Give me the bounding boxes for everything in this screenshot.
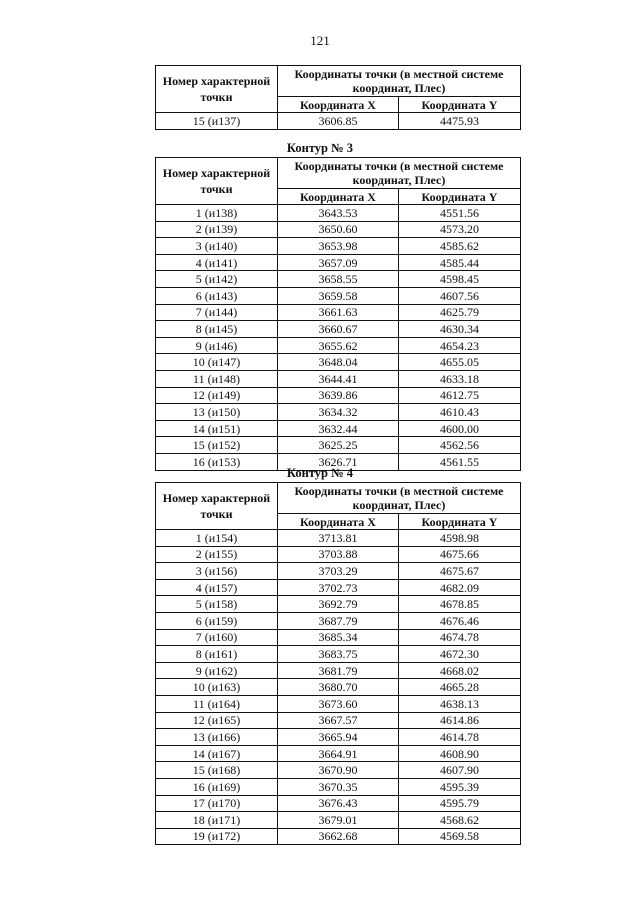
- x-coordinate-cell: 3653.98: [278, 238, 399, 255]
- point-number-cell: 10 (и147): [156, 354, 278, 371]
- point-number-cell: 3 (и140): [156, 238, 278, 255]
- point-number-cell: 4 (и141): [156, 254, 278, 271]
- table-row: [156, 646, 521, 663]
- x-coordinate-cell: 3670.35: [278, 778, 399, 795]
- point-number-cell: 5 (и158): [156, 596, 278, 613]
- y-coordinate-header: Координата Y: [399, 97, 521, 113]
- point-number-cell: 14 (и167): [156, 745, 278, 762]
- x-coordinate-cell: 3659.58: [278, 287, 399, 304]
- table-row: [156, 712, 521, 729]
- table-row: [156, 778, 521, 795]
- point-number-header: Номер характерной точки: [156, 483, 278, 530]
- y-coordinate-cell: 4562.56: [399, 437, 521, 454]
- x-coordinate-cell: 3703.88: [278, 546, 399, 563]
- y-coordinate-cell: 4614.78: [399, 729, 521, 746]
- x-coordinate-cell: 3685.34: [278, 629, 399, 646]
- point-number-cell: 9 (и146): [156, 337, 278, 354]
- y-coordinate-cell: 4585.44: [399, 254, 521, 271]
- y-coordinate-cell: 4607.56: [399, 287, 521, 304]
- point-number-cell: 1 (и154): [156, 530, 278, 547]
- point-number-cell: 9 (и162): [156, 662, 278, 679]
- point-number-cell: 12 (и165): [156, 712, 278, 729]
- x-coordinate-cell: 3634.32: [278, 404, 399, 421]
- x-coordinate-cell: 3667.57: [278, 712, 399, 729]
- point-number-cell: 16 (и169): [156, 778, 278, 795]
- y-coordinate-cell: 4568.62: [399, 812, 521, 829]
- point-number-cell: 8 (и145): [156, 321, 278, 338]
- y-coordinate-header: Координата Y: [399, 189, 521, 205]
- table-row: [156, 795, 521, 812]
- point-number-cell: 7 (и144): [156, 304, 278, 321]
- y-coordinate-cell: 4674.78: [399, 629, 521, 646]
- x-coordinate-cell: 3673.60: [278, 695, 399, 712]
- x-coordinate-cell: 3687.79: [278, 612, 399, 629]
- table-row: [156, 354, 521, 371]
- coordinates-header: Координаты точки (в местной системе координат, Плес): [278, 158, 521, 189]
- x-coordinate-cell: 3681.79: [278, 662, 399, 679]
- table-row: [156, 437, 521, 454]
- y-coordinate-cell: 4655.05: [399, 354, 521, 371]
- table-row: [156, 546, 521, 563]
- x-coordinate-cell: 3643.53: [278, 205, 399, 222]
- point-number-cell: 13 (и166): [156, 729, 278, 746]
- x-coordinate-cell: 3632.44: [278, 420, 399, 437]
- y-coordinate-cell: 4595.79: [399, 795, 521, 812]
- point-number-header: Номер характерной точки: [156, 158, 278, 205]
- x-coordinate-cell: 3713.81: [278, 530, 399, 547]
- y-coordinate-cell: 4475.93: [399, 113, 521, 130]
- x-coordinate-cell: 3657.09: [278, 254, 399, 271]
- y-coordinate-cell: 4573.20: [399, 221, 521, 238]
- y-coordinate-cell: 4598.45: [399, 271, 521, 288]
- x-coordinate-cell: 3606.85: [278, 113, 399, 130]
- table-row: [156, 729, 521, 746]
- point-number-cell: 6 (и159): [156, 612, 278, 629]
- x-coordinate-cell: 3661.63: [278, 304, 399, 321]
- x-coordinate-cell: 3625.25: [278, 437, 399, 454]
- point-number-cell: 11 (и148): [156, 370, 278, 387]
- x-coordinate-cell: 3662.68: [278, 828, 399, 845]
- point-number-cell: 14 (и151): [156, 420, 278, 437]
- x-coordinate-cell: 3702.73: [278, 579, 399, 596]
- table-row: [156, 579, 521, 596]
- table-row: [156, 205, 521, 222]
- table-row: [156, 662, 521, 679]
- table-row: [156, 812, 521, 829]
- y-coordinate-cell: 4600.00: [399, 420, 521, 437]
- y-coordinate-cell: 4569.58: [399, 828, 521, 845]
- table-row: [156, 321, 521, 338]
- point-number-cell: 10 (и163): [156, 679, 278, 696]
- x-coordinate-cell: 3658.55: [278, 271, 399, 288]
- table-row: [156, 745, 521, 762]
- x-coordinate-cell: 3680.70: [278, 679, 399, 696]
- point-number-cell: 2 (и139): [156, 221, 278, 238]
- contour-3-title: Контур № 3: [286, 141, 354, 155]
- point-number-cell: 8 (и161): [156, 646, 278, 663]
- x-coordinate-cell: 3683.75: [278, 646, 399, 663]
- table-row: [156, 404, 521, 421]
- point-number-cell: 19 (и172): [156, 828, 278, 845]
- y-coordinate-cell: 4675.66: [399, 546, 521, 563]
- x-coordinate-header: Координата X: [278, 189, 399, 205]
- table-row: [156, 238, 521, 255]
- table-row: [156, 271, 521, 288]
- y-coordinate-cell: 4682.09: [399, 579, 521, 596]
- table-row: [156, 370, 521, 387]
- y-coordinate-cell: 4598.98: [399, 530, 521, 547]
- table-row: [156, 530, 521, 547]
- y-coordinate-cell: 4585.62: [399, 238, 521, 255]
- y-coordinate-cell: 4610.43: [399, 404, 521, 421]
- x-coordinate-cell: 3626.71: [278, 453, 399, 470]
- y-coordinate-cell: 4638.13: [399, 695, 521, 712]
- table-row: [156, 221, 521, 238]
- contour-3-table: [155, 157, 521, 471]
- coordinates-header: Координаты точки (в местной системе координат, Плес): [278, 483, 521, 514]
- table-row: [156, 420, 521, 437]
- table-row: [156, 695, 521, 712]
- coordinates-header: Координаты точки (в местной системе координат, Плес): [278, 66, 521, 97]
- coordinates-table-continued: [155, 65, 521, 130]
- point-number-cell: 6 (и143): [156, 287, 278, 304]
- table-row: [156, 596, 521, 613]
- y-coordinate-header: Координата Y: [399, 514, 521, 530]
- y-coordinate-cell: 4668.02: [399, 662, 521, 679]
- table-row: [156, 287, 521, 304]
- x-coordinate-cell: 3664.91: [278, 745, 399, 762]
- table-row: [156, 387, 521, 404]
- y-coordinate-cell: 4633.18: [399, 370, 521, 387]
- point-number-cell: 7 (и160): [156, 629, 278, 646]
- y-coordinate-cell: 4676.46: [399, 612, 521, 629]
- y-coordinate-cell: 4678.85: [399, 596, 521, 613]
- point-number-cell: 5 (и142): [156, 271, 278, 288]
- point-number-cell: 2 (и155): [156, 546, 278, 563]
- x-coordinate-header: Координата X: [278, 514, 399, 530]
- y-coordinate-cell: 4630.34: [399, 321, 521, 338]
- contour-4-title: Контур № 4: [286, 466, 354, 480]
- y-coordinate-cell: 4612.75: [399, 387, 521, 404]
- point-number-cell: 4 (и157): [156, 579, 278, 596]
- y-coordinate-cell: 4607.90: [399, 762, 521, 779]
- table-row: [156, 113, 521, 130]
- point-number-cell: 15 (и168): [156, 762, 278, 779]
- x-coordinate-cell: 3676.43: [278, 795, 399, 812]
- point-number-cell: 17 (и170): [156, 795, 278, 812]
- x-coordinate-cell: 3655.62: [278, 337, 399, 354]
- point-number-cell: 15 (и137): [156, 113, 278, 130]
- x-coordinate-cell: 3650.60: [278, 221, 399, 238]
- point-number-cell: 15 (и152): [156, 437, 278, 454]
- point-number-header: Номер характерной точки: [156, 66, 278, 113]
- y-coordinate-cell: 4654.23: [399, 337, 521, 354]
- table-row: [156, 254, 521, 271]
- point-number-cell: 3 (и156): [156, 563, 278, 580]
- x-coordinate-cell: 3692.79: [278, 596, 399, 613]
- x-coordinate-cell: 3660.67: [278, 321, 399, 338]
- table-row: [156, 679, 521, 696]
- x-coordinate-header: Координата X: [278, 97, 399, 113]
- x-coordinate-cell: 3639.86: [278, 387, 399, 404]
- point-number-cell: 16 (и153): [156, 453, 278, 470]
- table-row: [156, 337, 521, 354]
- y-coordinate-cell: 4665.28: [399, 679, 521, 696]
- contour-4-table: [155, 482, 521, 845]
- y-coordinate-cell: 4608.90: [399, 745, 521, 762]
- table-row: [156, 563, 521, 580]
- y-coordinate-cell: 4595.39: [399, 778, 521, 795]
- y-coordinate-cell: 4625.79: [399, 304, 521, 321]
- y-coordinate-cell: 4614.86: [399, 712, 521, 729]
- x-coordinate-cell: 3648.04: [278, 354, 399, 371]
- x-coordinate-cell: 3703.29: [278, 563, 399, 580]
- point-number-cell: 18 (и171): [156, 812, 278, 829]
- table-row: [156, 629, 521, 646]
- table-row: [156, 828, 521, 845]
- y-coordinate-cell: 4675.67: [399, 563, 521, 580]
- y-coordinate-cell: 4672.30: [399, 646, 521, 663]
- x-coordinate-cell: 3665.94: [278, 729, 399, 746]
- x-coordinate-cell: 3670.90: [278, 762, 399, 779]
- y-coordinate-cell: 4551.56: [399, 205, 521, 222]
- x-coordinate-cell: 3679.01: [278, 812, 399, 829]
- table-row: [156, 304, 521, 321]
- table-row: [156, 612, 521, 629]
- page-number: 121: [310, 33, 330, 48]
- point-number-cell: 1 (и138): [156, 205, 278, 222]
- point-number-cell: 12 (и149): [156, 387, 278, 404]
- y-coordinate-cell: 4561.55: [399, 453, 521, 470]
- table-row: [156, 762, 521, 779]
- x-coordinate-cell: 3644.41: [278, 370, 399, 387]
- point-number-cell: 13 (и150): [156, 404, 278, 421]
- point-number-cell: 11 (и164): [156, 695, 278, 712]
